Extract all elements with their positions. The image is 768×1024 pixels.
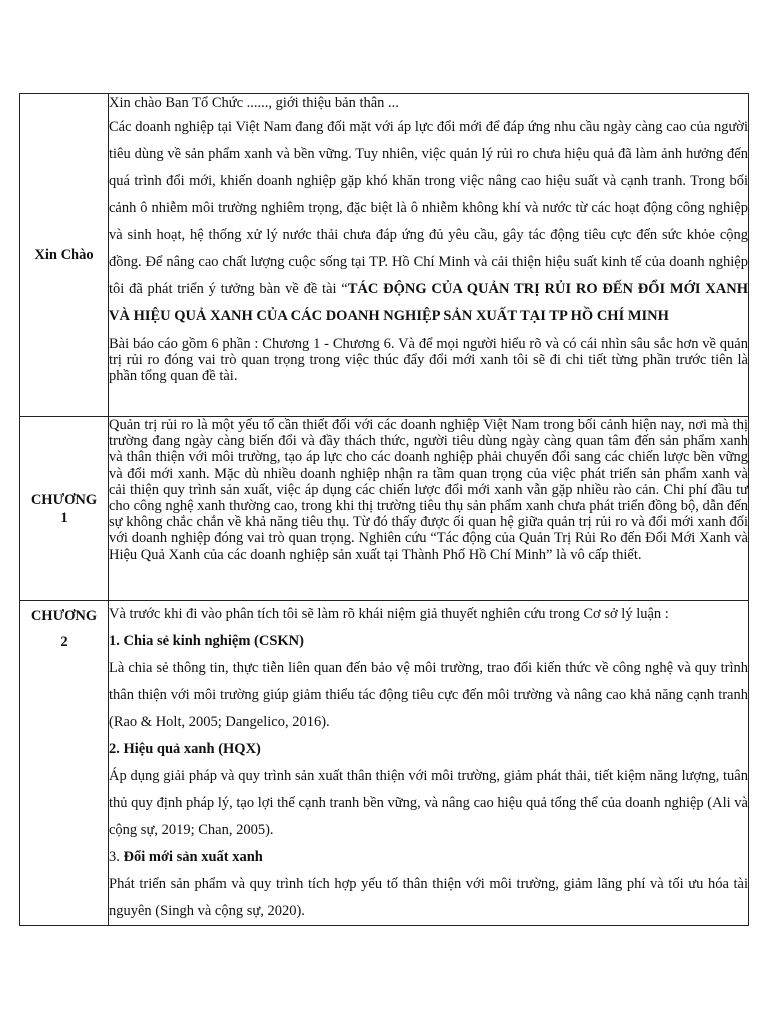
topic-title: TÁC ĐỘNG CỦA QUẢN TRỊ RỦI RO ĐẾN ĐỔI MỚI XANH VÀ HIỆU QUẢ XANH CỦA CÁC DOANH NGHIỆP SẢN XUẤT TẠI TP HỒ CHÍ MINH: [109, 281, 748, 324]
chapter-label-number: 1: [60, 509, 68, 526]
overview-paragraph: Bài báo cáo gồm 6 phần : Chương 1 - Chương 6. Và để mọi người hiểu rõ và có cái nhìn sâu sắc hơn về quản trị rủi ro đóng vai trò quan trọng trong việc thúc đẩy đổi mới xanh tôi sẽ đi chi tiết từng phần trước tiên là phần tổng quan đề tài.: [109, 336, 748, 385]
table-row-chapter-1: [20, 417, 749, 601]
section-heading-hqx: 2. Hiệu quả xanh (HQX): [109, 741, 261, 757]
table-row-chapter-2: [20, 601, 749, 926]
section-text-cskn: Là chia sẻ thông tin, thực tiễn liên quan đến bảo vệ môi trường, trao đổi kiến thức về công nghệ và quy trình thân thiện với môi trường giúp giảm thiểu tác động tiêu cực đến môi trường và nâng cao khả năng cạnh tranh (Rao & Holt, 2005; Dangelico, 2016).: [109, 660, 748, 730]
chapter-label-word: CHƯƠNG: [30, 491, 98, 508]
intro-paragraph: [109, 114, 748, 330]
row-body-chapter-2: [109, 601, 749, 926]
section-heading-cskn: 1. Chia sẻ kinh nghiệm (CSKN): [109, 633, 304, 649]
row-body-intro: [109, 94, 749, 417]
section-text-hqx: Áp dụng giải pháp và quy trình sản xuất thân thiện với môi trường, giảm phát thải, tiết kiệm năng lượng, tuân thủ quy định pháp lý, tạo lợi thế cạnh tranh bền vững, và nâng cao hiệu quả tổng thể của doanh nghiệp (Ali và cộng sự, 2019; Chan, 2005).: [109, 768, 748, 838]
row-label-chapter-2: [20, 601, 109, 926]
chapter-2-intro: Và trước khi đi vào phân tích tôi sẽ làm rõ khái niệm giả thuyết nghiên cứu trong Cơ sở lý luận :: [109, 606, 669, 622]
section-text-green-production: Phát triển sản phẩm và quy trình tích hợp yếu tố thân thiện với môi trường, giảm lãng phí và tối ưu hóa tài nguyên (Singh và cộng sự, 2020).: [109, 876, 748, 919]
section-heading-green-production: [109, 844, 748, 871]
label-text: Xin Chào: [34, 246, 94, 263]
chapter-label-number: 2: [60, 634, 68, 650]
greeting-text: Xin chào Ban Tổ Chức ......, giới thiệu bản thân ...: [109, 95, 399, 111]
table-row-intro: [20, 94, 749, 417]
content-table: [19, 93, 749, 926]
row-label-intro: [20, 94, 109, 417]
section-number: 3.: [109, 849, 124, 865]
intro-paragraph-text: Các doanh nghiệp tại Việt Nam đang đối mặt với áp lực đổi mới để đáp ứng nhu cầu ngày càng cao của người tiêu dùng về sản phẩm xanh và bền vững. Tuy nhiên, việc quản lý rủi ro chưa hiệu quả đã làm ảnh hưởng đến quá trình đổi mới, khiến doanh nghiệp gặp khó khăn trong việc nâng cao hiệu suất và cạnh tranh. Trong bối cảnh ô nhiễm môi trường nghiêm trọng, đặc biệt là ô nhiễm không khí và nước từ các hoạt động công nghiệp và sinh hoạt, hệ thống xử lý nước thải chưa đáp ứng đủ yêu cầu, gây tác động tiêu cực đến sức khỏe cộng đồng. Để nâng cao chất lượng cuộc sống tại TP. Hồ Chí Minh và cải thiện hiệu suất kinh tế của doanh nghiệp tôi đã phát triển ý tưởng bàn về đề tài “: [109, 119, 748, 297]
row-body-chapter-1: [109, 417, 749, 601]
row-label-chapter-1: [20, 417, 109, 601]
chapter-label-word: CHƯƠNG: [30, 608, 98, 624]
chapter-1-paragraph: Quản trị rủi ro là một yếu tố cần thiết đối với các doanh nghiệp Việt Nam trong bối cảnh hiện nay, nơi mà thị trường đang ngày càng biến đổi và đầy thách thức, người tiêu dùng ngày càng quan tâm đến sản phẩm xanh và thân thiện với môi trường, tạo áp lực cho các doanh nghiệp phải chuyển đổi sang các chiến lược bền vững và đổi mới xanh. Mặc dù nhiều doanh nghiệp nhận ra tầm quan trọng của việc phát triển sản phẩm xanh và cải thiện quy trình sản xuất, việc áp dụng các chiến lược đổi mới xanh vẫn gặp nhiều rào cản. Chi phí đầu tư cho công nghệ xanh thường cao, trong khi thị trường tiêu thụ sản phẩm xanh chưa phát triển đồng bộ, dẫn đến sự không chắc chắn về khả năng tiêu thụ. Từ đó thấy được ối quan hệ giữa quản trị rủi ro và đổi mới xanh đối với doanh nghiệp đóng vai trò quan trọng. Nghiên cứu “Tác động của Quản Trị Rủi Ro đến Đổi Mới Xanh và Hiệu Quả Xanh của các doanh nghiệp sản xuất tại Thành Phố Hồ Chí Minh” là vô cấp thiết.: [109, 417, 748, 563]
section-title: Đổi mới sản xuất xanh: [123, 849, 263, 865]
